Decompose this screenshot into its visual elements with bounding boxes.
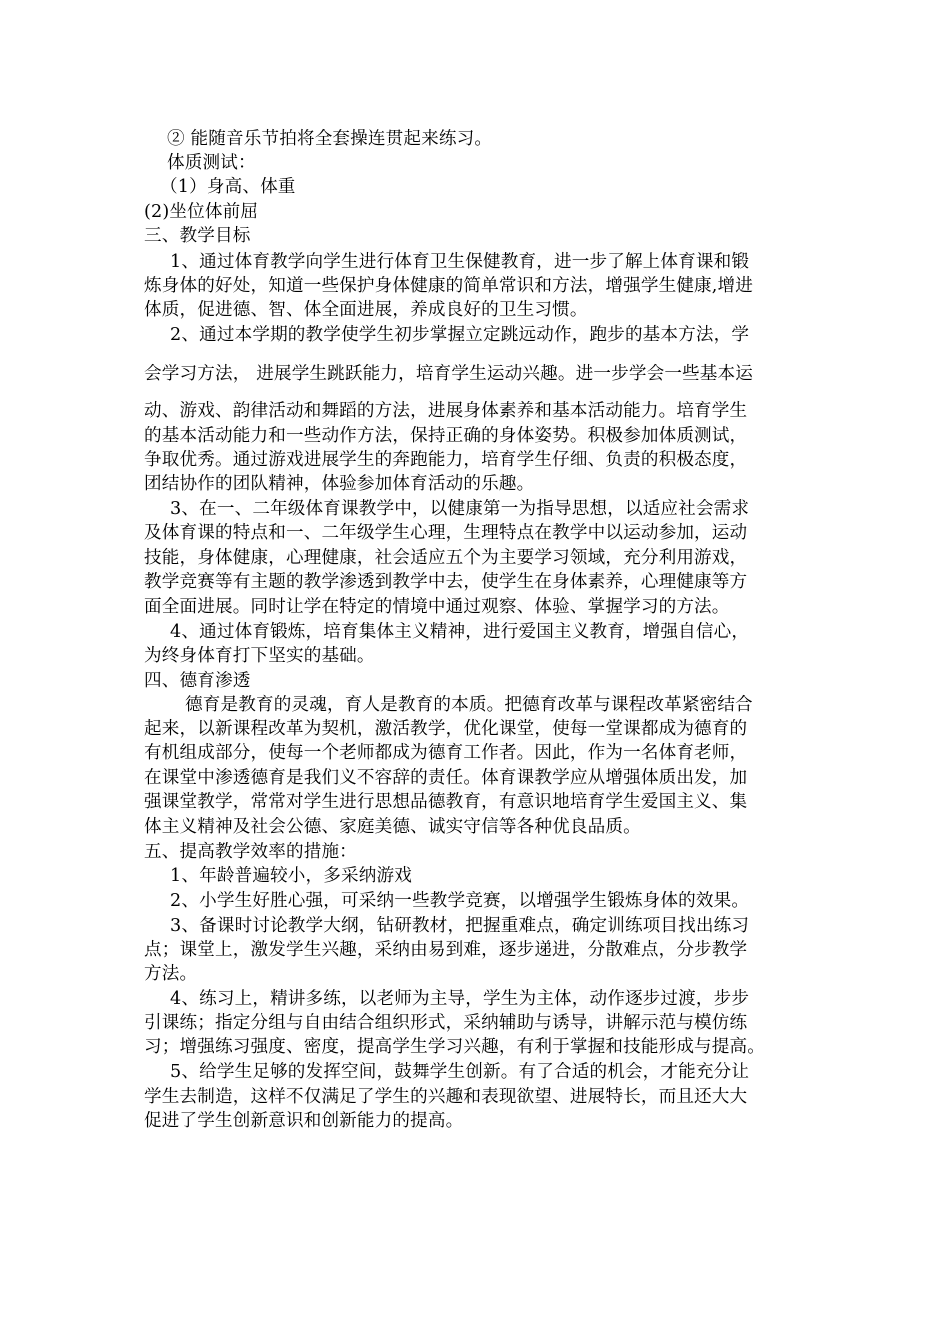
text-line: 学生去制造，这样不仅满足了学生的兴趣和表现欲望、进展特长，而且还大大: [144, 1087, 748, 1107]
text-line: 5、给学生足够的发挥空间，鼓舞学生创新。有了合适的机会，才能充分让: [170, 1062, 750, 1082]
text-line: 动、游戏、韵律活动和舞蹈的方法，进展身体素养和基本活动能力。培育学生: [144, 401, 748, 421]
text-line: 方法。: [144, 964, 198, 984]
text-line: ② 能随音乐节拍将全套操连贯起来练习。: [167, 129, 493, 149]
text-line: 2、小学生好胜心强，可采纳一些教学竞赛，以增强学生锻炼身体的效果。: [170, 891, 750, 911]
text-line: 体质，促进德、智、体全面进展，养成良好的卫生习惯。: [144, 300, 588, 320]
text-line: 引课练；指定分组与自由结合组织形式，采纳辅助与诱导，讲解示范与模仿练: [144, 1013, 748, 1033]
text-line: 的基本活动能力和一些动作方法，保持正确的身体姿势。积极参加体质测试，: [144, 426, 748, 446]
text-line: 争取优秀。通过游戏进展学生的奔跑能力，培育学生仔细、负责的积极态度，: [144, 450, 748, 470]
text-line: 4、练习上，精讲多练，以老师为主导，学生为主体，动作逐步过渡，步步: [170, 989, 750, 1009]
text-line: 德育是教育的灵魂，育人是教育的本质。把德育改革与课程改革紧密结合: [185, 695, 753, 715]
text-line: 起来，以新课程改革为契机，激活教学，优化课堂，使每一堂课都成为德育的: [144, 719, 748, 739]
section-heading: 五、提高教学效率的措施：: [144, 842, 357, 862]
text-line: 体质测试：: [167, 153, 256, 173]
text-line: 会学习方法， 进展学生跳跃能力，培育学生运动兴趣。进一步学会一些基本运: [144, 364, 754, 384]
text-line: 及体育课的特点和一、二年级学生心理，生理特点在教学中以运动参加，运动: [144, 523, 748, 543]
text-line: 2、通过本学期的教学使学生初步掌握立定跳远动作，跑步的基本方法，学: [170, 325, 750, 345]
text-line: 教学竞赛等有主题的教学渗透到教学中去，使学生在身体素养，心理健康等方: [144, 572, 748, 592]
text-line: 1、年龄普遍较小，多采纳游戏: [170, 866, 413, 886]
text-line: 为终身体育打下坚实的基础。: [144, 646, 375, 666]
text-line: 技能，身体健康，心理健康，社会适应五个为主要学习领域，充分利用游戏，: [144, 548, 748, 568]
text-line: 在课堂中渗透德育是我们义不容辞的责任。体育课教学应从增强体质出发，加: [144, 768, 748, 788]
text-line: （1）身高、体重: [160, 177, 296, 197]
section-heading: 四、德育渗透: [144, 671, 251, 691]
text-line: 体主义精神及社会公德、家庭美德、诚实守信等各种优良品质。: [144, 817, 641, 837]
text-line: 习；增强练习强度、密度，提高学生学习兴趣，有利于掌握和技能形成与提高。: [144, 1037, 766, 1057]
section-heading: 三、教学目标: [144, 226, 251, 246]
text-line: 点；课堂上，激发学生兴趣，采纳由易到难，逐步递进，分散难点，分步教学: [144, 940, 748, 960]
text-line: 促进了学生创新意识和创新能力的提高。: [144, 1111, 464, 1131]
text-line: 1、通过体育教学向学生进行体育卫生保健教育，进一步了解上体育课和锻: [170, 252, 750, 272]
text-line: 炼身体的好处，知道一些保护身体健康的简单常识和方法，增强学生健康,增进: [144, 276, 754, 296]
text-line: 3、备课时讨论教学大纲，钻研教材，把握重难点，确定训练项目找出练习: [170, 916, 750, 936]
text-line: 团结协作的团队精神，体验参加体育活动的乐趣。: [144, 474, 535, 494]
text-line: 3、在一、二年级体育课教学中，以健康第一为指导思想，以适应社会需求: [170, 499, 750, 519]
text-line: 4、通过体育锻炼，培育集体主义精神，进行爱国主义教育，增强自信心，: [170, 622, 750, 642]
text-line: 强课堂教学，常常对学生进行思想品德教育，有意识地培育学生爱国主义、集: [144, 792, 748, 812]
text-line: 面全面进展。同时让学在特定的情境中通过观察、体验、掌握学习的方法。: [144, 597, 730, 617]
text-line: (2)坐位体前屈: [144, 202, 259, 222]
text-line: 有机组成部分，使每一个老师都成为德育工作者。因此，作为一名体育老师，: [144, 743, 748, 763]
